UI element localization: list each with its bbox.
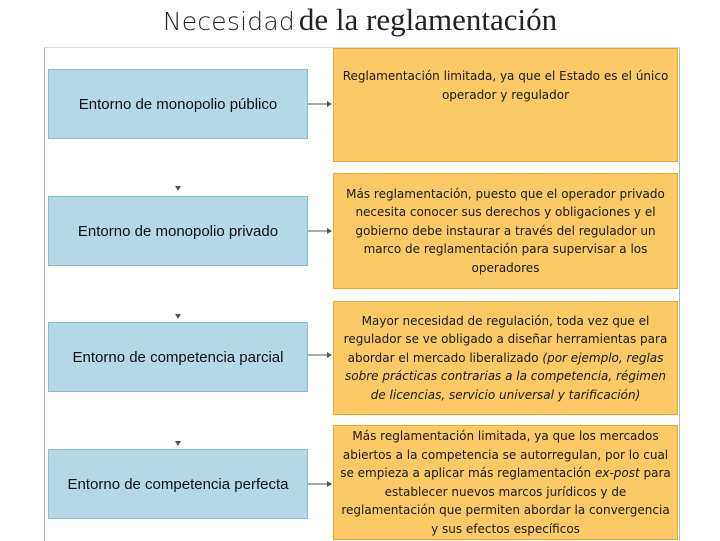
- box-competencia-parcial-label: Entorno de competencia parcial: [72, 348, 284, 366]
- page-title: [0, 2, 720, 38]
- title-part-2: de la reglamentación: [298, 2, 558, 37]
- box-mayor-necesidad-examples: (por ejemplo, reglas sobre prácticas contrarias a la competencia, régimen de licencias, servicio universal y tarificación): [345, 350, 666, 402]
- box-competencia-perfecta-label: Entorno de competencia perfecta: [67, 475, 289, 493]
- arrow-down-icon: [175, 186, 181, 191]
- box-reglamentacion-ex-post: [333, 425, 678, 540]
- box-monopolio-privado-label: Entorno de monopolio privado: [77, 222, 279, 240]
- box-competencia-parcial: [48, 322, 308, 392]
- arrow-right-icon: [308, 479, 332, 489]
- box-monopolio-publico: [48, 69, 308, 139]
- arrow-right-icon: [308, 350, 332, 360]
- box-mayor-necesidad: [333, 301, 678, 415]
- box-ex-post-part-1: Más reglamentación limitada, ya que los mercados abiertos a la competencia se autorregulan, por lo cual se empieza a aplicar más reglamentación: [340, 429, 669, 480]
- box-mayor-necesidad-main: Mayor necesidad de regulación, toda vez que el regulador se ve obligado a diseñar herramientas para abordar el mercado liberalizado: [343, 313, 668, 365]
- box-reglamentacion-limitada-text: Reglamentación limitada, ya que el Estado es el único operador y regulador: [342, 69, 669, 102]
- arrow-right-icon: [308, 226, 332, 236]
- arrow-down-icon: [175, 314, 181, 319]
- title-part-1: Necesidad: [162, 7, 295, 36]
- box-ex-post-term: ex-post: [594, 466, 640, 480]
- box-ex-post-part-2: para establecer nuevos marcos jurídicos y de reglamentación que permiten abordar la convergencia y sus efectos específicos: [341, 466, 671, 536]
- box-reglamentacion-limitada: [333, 48, 678, 162]
- box-monopolio-publico-label: Entorno de monopolio público: [78, 95, 278, 113]
- arrow-down-icon: [175, 441, 181, 446]
- box-reglamentacion-ex-post-text: [340, 427, 671, 538]
- box-mas-reglamentacion: [333, 173, 678, 289]
- arrow-right-icon: [308, 99, 332, 109]
- box-competencia-perfecta: [48, 449, 308, 519]
- box-mas-reglamentacion-text: Más reglamentación, puesto que el operador privado necesita conocer sus derechos y obligaciones y el gobierno debe instaurar a través del regulador un marco de reglamentación para supervisar a los operadores: [346, 186, 665, 275]
- box-monopolio-privado: [48, 196, 308, 266]
- box-mayor-necesidad-text: [340, 312, 671, 405]
